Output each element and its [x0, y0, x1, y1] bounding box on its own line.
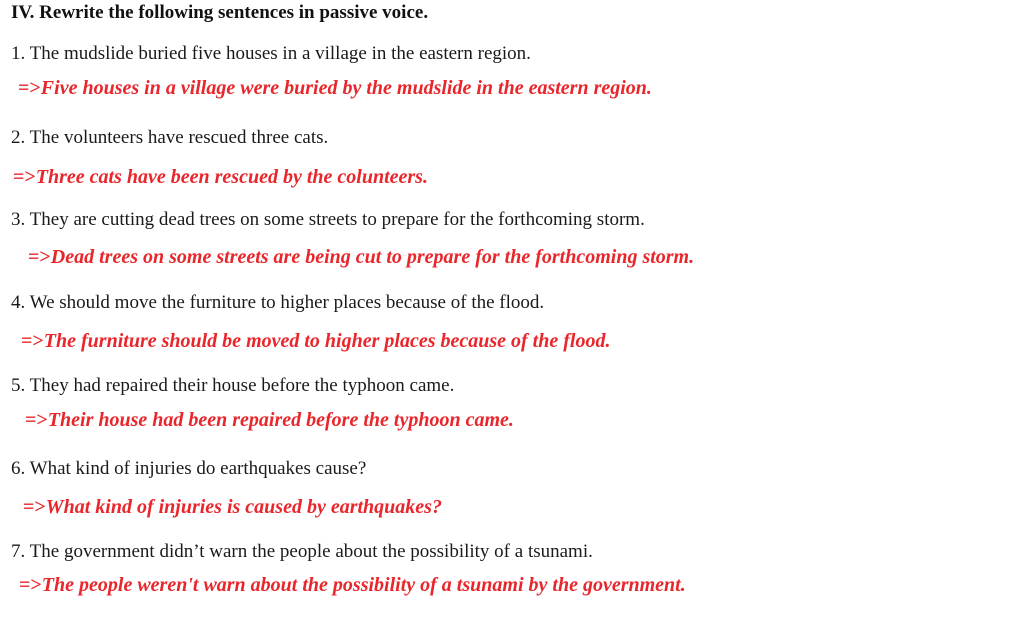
answer-arrow: =>	[18, 77, 41, 99]
answer-arrow: =>	[25, 409, 48, 431]
answer-4	[21, 330, 610, 353]
answer-2	[13, 166, 428, 189]
answer-1	[18, 77, 652, 100]
answer-text: The people weren't warn about the possibility of a tsunami by the government.	[41, 574, 686, 596]
answer-text: Five houses in a village were buried by the mudslide in the eastern region.	[40, 77, 652, 99]
answer-text: What kind of injuries is caused by earthquakes?	[45, 496, 442, 518]
answer-5	[25, 409, 514, 432]
answer-text: Dead trees on some streets are being cut to prepare for the forthcoming storm.	[50, 246, 695, 268]
answer-6	[23, 496, 442, 519]
question-2: 2. The volunteers have rescued three cats.	[11, 127, 329, 148]
answer-arrow: =>	[21, 330, 44, 352]
answer-arrow: =>	[19, 574, 42, 596]
answer-arrow: =>	[28, 246, 51, 268]
question-3: 3. They are cutting dead trees on some streets to prepare for the forthcoming storm.	[11, 209, 645, 230]
question-6: 6. What kind of injuries do earthquakes cause?	[11, 458, 367, 479]
answer-text: Their house had been repaired before the typhoon came.	[47, 409, 514, 431]
answer-text: Three cats have been rescued by the colunteers.	[35, 166, 428, 188]
exercise-heading: IV. Rewrite the following sentences in passive voice.	[11, 2, 429, 23]
answer-3	[28, 246, 694, 269]
question-1: 1. The mudslide buried five houses in a village in the eastern region.	[11, 43, 531, 64]
answer-arrow: =>	[23, 496, 46, 518]
question-4: 4. We should move the furniture to higher places because of the flood.	[11, 292, 545, 313]
answer-7	[19, 574, 686, 597]
question-5: 5. They had repaired their house before the typhoon came.	[11, 375, 455, 396]
answer-arrow: =>	[13, 166, 36, 188]
answer-text: The furniture should be moved to higher places because of the flood.	[43, 330, 611, 352]
question-7: 7. The government didn’t warn the people about the possibility of a tsunami.	[11, 541, 593, 562]
